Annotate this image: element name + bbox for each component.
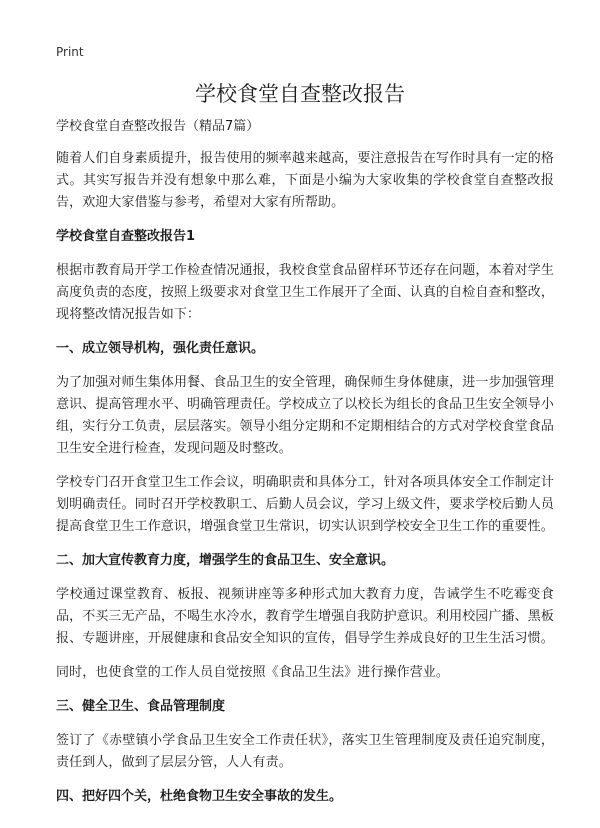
heading-2: 二、加大宣传教育力度，增强学生的食品卫生、安全意识。 [56, 553, 395, 568]
heading-4: 四、把好四个关，杜绝食物卫生安全事故的发生。 [56, 789, 343, 804]
section-title: 学校食堂自查整改报告1 [56, 229, 196, 244]
paragraph-2a: 学校通过课堂教育、板报、视频讲座等多种形式加大教育力度，告诫学生不吃霉变食品，不买三无产品，不喝生水冷水，教育学生增强自我防护意识。利用校园广播、黑板报、专题讲座，开展健康和食品安全知识的宣传，倡导学生养成良好的卫生生活习惯。 [56, 587, 554, 646]
section-intro-paragraph: 根据市教育局开学工作检查情况通报，我校食堂食品留样环节还存在问题，本着对学生高度负责的态度，按照上级要求对食堂卫生工作展开了全面、认真的自检自查和整改，现将整改情况报告如下： [56, 263, 554, 322]
document-subtitle: 学校食堂自查整改报告（精品7篇） [56, 119, 260, 134]
heading-1: 一、成立领导机构，强化责任意识。 [56, 341, 265, 356]
print-link[interactable]: Print [56, 45, 84, 59]
paragraph-2b: 同时，也使食堂的工作人员自觉按照《食品卫生法》进行操作营业。 [56, 665, 450, 680]
paragraph-3a: 签订了《赤壁镇小学食品卫生安全工作责任状》，落实卫生管理制度及责任追究制度，责任到人，做到了层层分管，人人有责。 [56, 733, 554, 770]
paragraph-1a: 为了加强对师生集体用餐、食品卫生的安全管理，确保师生身体健康，进一步加强管理意识、提高管理水平、明确管理责任。学校成立了以校长为组长的食品卫生安全领导小组，实行分工负责，层层落实。领导小组分定期和不定期相结合的方式对学校食堂食品卫生安全进行检查，发现问题及时整改。 [56, 375, 554, 456]
paragraph-1b: 学校专门召开食堂卫生工作会议，明确职责和具体分工，针对各项具体安全工作制定计划明确责任。同时召开学校教职工、后勤人员会议，学习上级文件，要求学校后勤人员提高食堂卫生工作意识，增强食堂卫生常识，切实认识到学校安全卫生工作的重要性。 [56, 475, 554, 534]
page-title: 学校食堂自查整改报告 [195, 82, 405, 106]
heading-3: 三、健全卫生、食品管理制度 [56, 699, 226, 714]
document-body [56, 116, 554, 820]
intro-paragraph: 随着人们自身素质提升，报告使用的频率越来越高，要注意报告在写作时具有一定的格式。其实写报告并没有想象中那么难，下面是小编为大家收集的学校食堂自查整改报告，欢迎大家借鉴与参考，希望对大家有所帮助。 [56, 151, 554, 210]
